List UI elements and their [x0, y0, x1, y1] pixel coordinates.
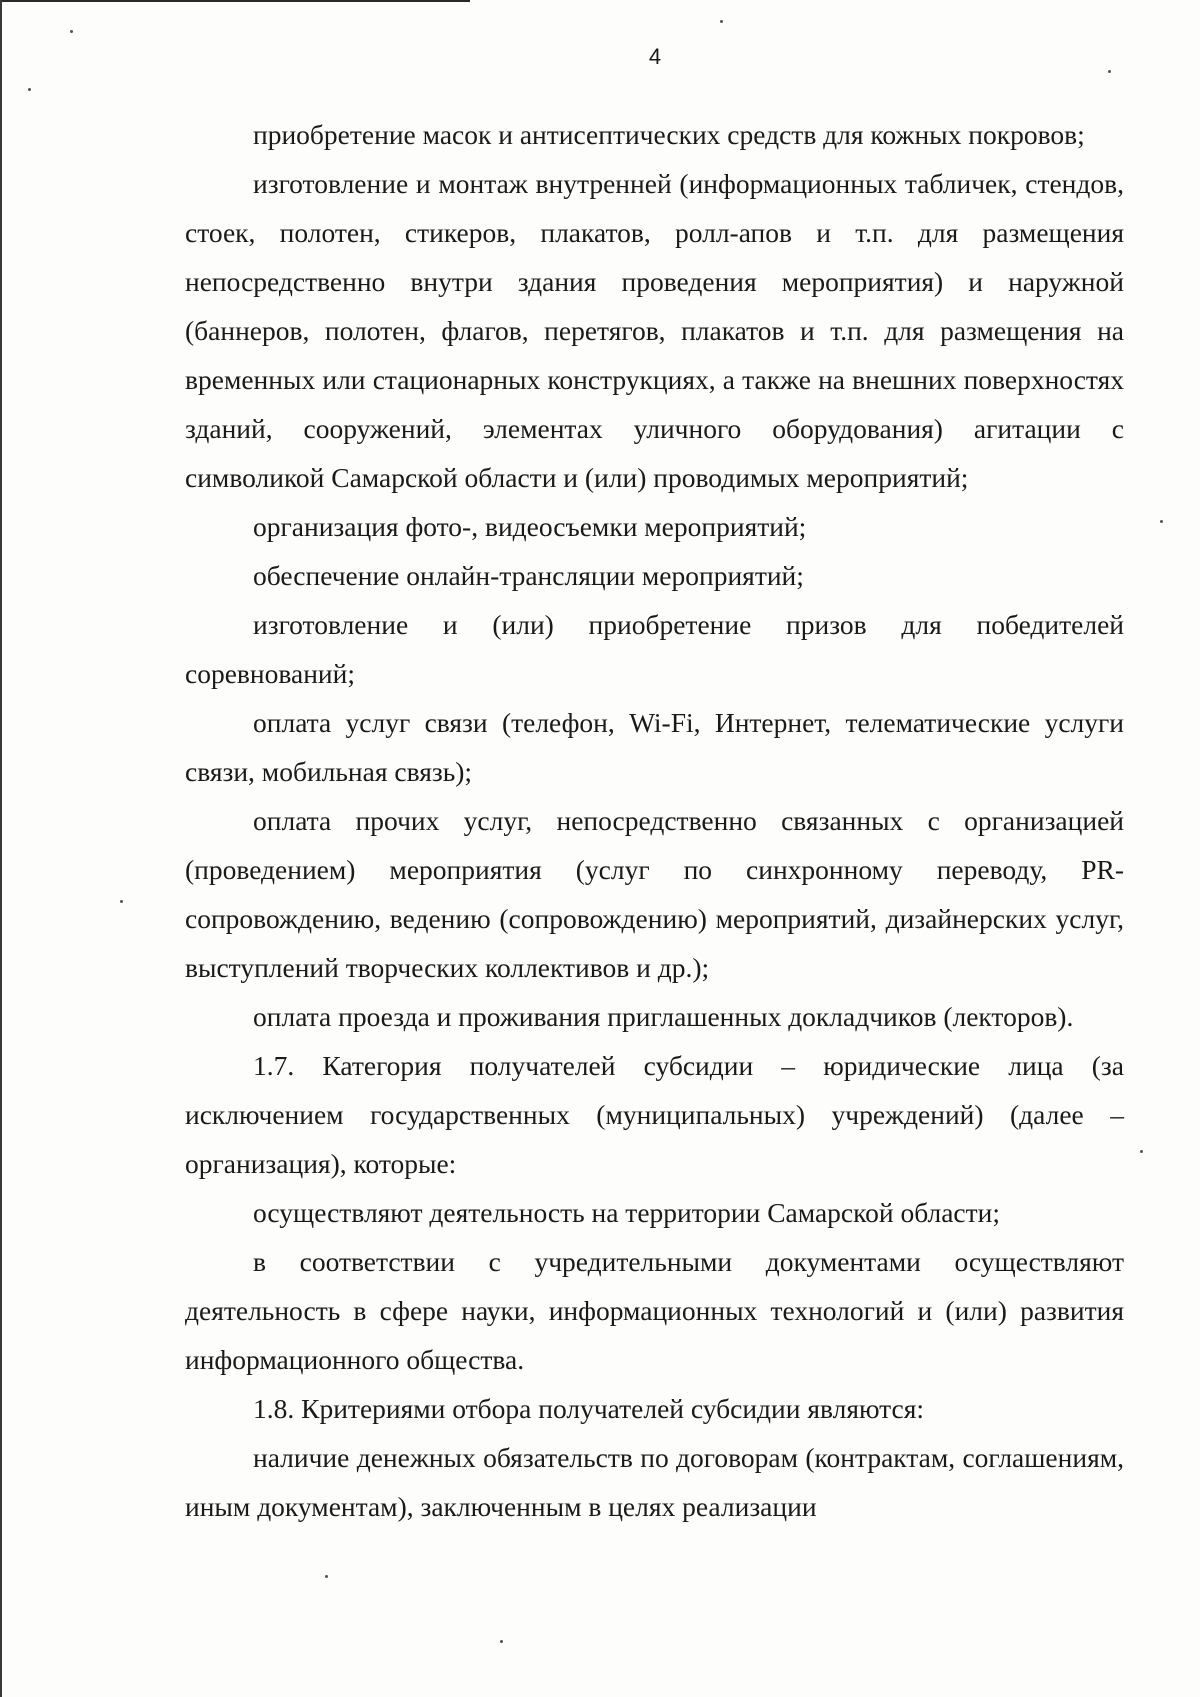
paragraph-10: осуществляют деятельность на территории Самарской области; [253, 1197, 1001, 1228]
scan-left-edge [0, 0, 2, 1697]
scan-speck [28, 88, 31, 91]
paragraph-9-clause-1-7: 1.7. Категория получателей субсидии – юридические лица (за исключением государственных (муниципальных) учреждений) (далее – организация), которые: [185, 1050, 1124, 1179]
scan-speck [70, 30, 73, 33]
paragraph-12-clause-1-8: 1.8. Критериями отбора получателей субсидии являются: [253, 1393, 925, 1424]
scan-speck [325, 1575, 328, 1578]
paragraph-13: наличие денежных обязательств по договорам (контрактам, соглашениям, иным документам), заключенным в целях реализации [185, 1442, 1124, 1522]
scan-top-rule [0, 0, 470, 2]
paragraph-11: в соответствии с учредительными документами осуществляют деятельность в сфере науки, информационных технологий и (или) развития информационного общества. [185, 1246, 1124, 1375]
paragraph-3: организация фото-, видеосъемки мероприятий; [253, 511, 807, 542]
paragraph-2: изготовление и монтаж внутренней (информационных табличек, стендов, стоек, полотен, стикеров, плакатов, ролл-апов и т.п. для размещения непосредственно внутри здания проведения мероприятия) и наружной (баннеров, полотен, флагов, перетягов, плакатов и т.п. для размещения на временных или стационарных конструкциях, а также на внешних поверхностях зданий, сооружений, элементах уличного оборудования) агитации с символикой Самарской области и (или) проводимых мероприятий; [185, 168, 1124, 493]
scan-speck [120, 900, 123, 903]
paragraph-8: оплата проезда и проживания приглашенных докладчиков (лекторов). [253, 1001, 1074, 1032]
page-number: 4 [648, 44, 662, 69]
paragraph-1: приобретение масок и антисептических средств для кожных покровов; [253, 119, 1085, 150]
scan-speck [720, 20, 723, 23]
paragraph-6: оплата услуг связи (телефон, Wi-Fi, Интернет, телематические услуги связи, мобильная связь); [185, 707, 1124, 787]
scan-speck [1140, 1150, 1143, 1153]
scan-speck [1108, 70, 1111, 73]
scan-speck [1160, 520, 1163, 523]
paragraph-4: обеспечение онлайн-трансляции мероприятий; [253, 560, 804, 591]
scan-speck [500, 1640, 503, 1643]
paragraph-5: изготовление и (или) приобретение призов для победителей соревнований; [185, 609, 1124, 689]
document-body [185, 110, 1124, 1531]
paragraph-7: оплата прочих услуг, непосредственно связанных с организацией (проведением) мероприятия (услуг по синхронному переводу, PR-сопровождению, ведению (сопровождению) мероприятий, дизайнерских услуг, выступлений творческих коллективов и др.); [185, 805, 1124, 983]
